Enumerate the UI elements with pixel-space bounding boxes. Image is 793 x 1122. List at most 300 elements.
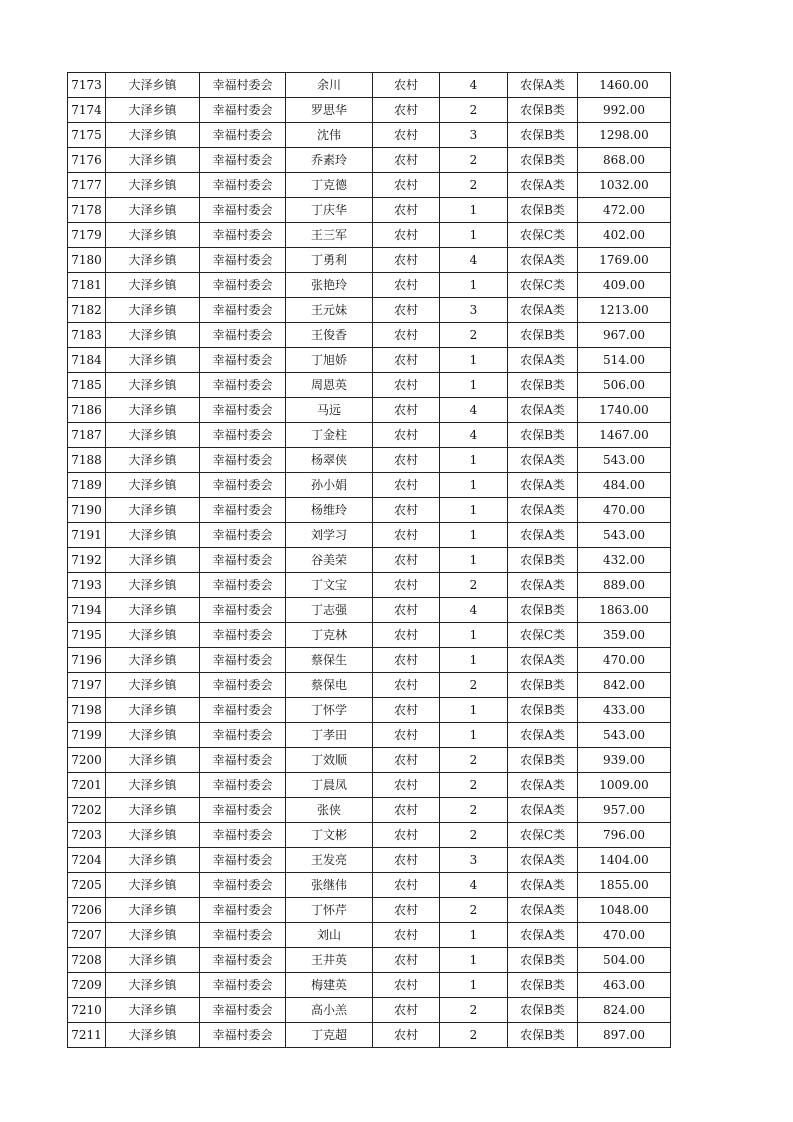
village-committee-cell: 幸福村委会	[200, 198, 286, 223]
township-cell: 大泽乡镇	[106, 773, 200, 798]
name-cell: 丁克德	[286, 173, 373, 198]
name-cell: 蔡保生	[286, 648, 373, 673]
village-committee-cell: 幸福村委会	[200, 273, 286, 298]
township-cell: 大泽乡镇	[106, 798, 200, 823]
table-row	[68, 823, 671, 848]
table-row	[68, 148, 671, 173]
insurance-category-cell: 农保B类	[508, 998, 578, 1023]
member-count-cell: 1	[440, 223, 508, 248]
township-cell: 大泽乡镇	[106, 998, 200, 1023]
household-type-cell: 农村	[373, 598, 440, 623]
township-cell: 大泽乡镇	[106, 873, 200, 898]
member-count-cell: 3	[440, 848, 508, 873]
village-committee-cell: 幸福村委会	[200, 673, 286, 698]
household-type-cell: 农村	[373, 848, 440, 873]
member-count-cell: 2	[440, 823, 508, 848]
row-number-cell: 7197	[68, 673, 106, 698]
row-number-cell: 7195	[68, 623, 106, 648]
insurance-category-cell: 农保A类	[508, 873, 578, 898]
village-committee-cell: 幸福村委会	[200, 1023, 286, 1048]
household-type-cell: 农村	[373, 623, 440, 648]
village-committee-cell: 幸福村委会	[200, 923, 286, 948]
household-type-cell: 农村	[373, 473, 440, 498]
member-count-cell: 1	[440, 373, 508, 398]
township-cell: 大泽乡镇	[106, 198, 200, 223]
row-number-cell: 7175	[68, 123, 106, 148]
household-type-cell: 农村	[373, 273, 440, 298]
table-row	[68, 573, 671, 598]
household-type-cell: 农村	[373, 423, 440, 448]
amount-cell: 1048.00	[578, 898, 671, 923]
row-number-cell: 7205	[68, 873, 106, 898]
row-number-cell: 7178	[68, 198, 106, 223]
member-count-cell: 2	[440, 773, 508, 798]
row-number-cell: 7181	[68, 273, 106, 298]
name-cell: 丁文宝	[286, 573, 373, 598]
township-cell: 大泽乡镇	[106, 373, 200, 398]
member-count-cell: 2	[440, 98, 508, 123]
name-cell: 杨维玲	[286, 498, 373, 523]
amount-cell: 1032.00	[578, 173, 671, 198]
household-type-cell: 农村	[373, 648, 440, 673]
village-committee-cell: 幸福村委会	[200, 348, 286, 373]
name-cell: 王发亮	[286, 848, 373, 873]
household-type-cell: 农村	[373, 548, 440, 573]
row-number-cell: 7201	[68, 773, 106, 798]
table-row	[68, 73, 671, 98]
name-cell: 丁旭娇	[286, 348, 373, 373]
row-number-cell: 7209	[68, 973, 106, 998]
member-count-cell: 4	[440, 598, 508, 623]
member-count-cell: 1	[440, 523, 508, 548]
table-row	[68, 473, 671, 498]
household-type-cell: 农村	[373, 323, 440, 348]
insurance-category-cell: 农保A类	[508, 298, 578, 323]
township-cell: 大泽乡镇	[106, 73, 200, 98]
name-cell: 丁文彬	[286, 823, 373, 848]
village-committee-cell: 幸福村委会	[200, 523, 286, 548]
township-cell: 大泽乡镇	[106, 698, 200, 723]
insurance-category-cell: 农保C类	[508, 223, 578, 248]
insurance-category-cell: 农保B类	[508, 748, 578, 773]
row-number-cell: 7208	[68, 948, 106, 973]
amount-cell: 868.00	[578, 148, 671, 173]
name-cell: 张艳玲	[286, 273, 373, 298]
amount-cell: 1404.00	[578, 848, 671, 873]
household-type-cell: 农村	[373, 673, 440, 698]
member-count-cell: 1	[440, 498, 508, 523]
household-type-cell: 农村	[373, 523, 440, 548]
amount-cell: 402.00	[578, 223, 671, 248]
household-type-cell: 农村	[373, 948, 440, 973]
name-cell: 丁金柱	[286, 423, 373, 448]
amount-cell: 842.00	[578, 673, 671, 698]
table-row	[68, 323, 671, 348]
amount-cell: 409.00	[578, 273, 671, 298]
village-committee-cell: 幸福村委会	[200, 948, 286, 973]
name-cell: 王三军	[286, 223, 373, 248]
village-committee-cell: 幸福村委会	[200, 798, 286, 823]
village-committee-cell: 幸福村委会	[200, 998, 286, 1023]
household-type-cell: 农村	[373, 198, 440, 223]
household-type-cell: 农村	[373, 573, 440, 598]
insurance-category-cell: 农保B类	[508, 948, 578, 973]
village-committee-cell: 幸福村委会	[200, 223, 286, 248]
member-count-cell: 1	[440, 448, 508, 473]
township-cell: 大泽乡镇	[106, 348, 200, 373]
member-count-cell: 2	[440, 148, 508, 173]
member-count-cell: 1	[440, 698, 508, 723]
amount-cell: 897.00	[578, 1023, 671, 1048]
amount-cell: 1855.00	[578, 873, 671, 898]
table-row	[68, 748, 671, 773]
name-cell: 张继伟	[286, 873, 373, 898]
village-committee-cell: 幸福村委会	[200, 898, 286, 923]
member-count-cell: 4	[440, 248, 508, 273]
township-cell: 大泽乡镇	[106, 948, 200, 973]
row-number-cell: 7192	[68, 548, 106, 573]
row-number-cell: 7191	[68, 523, 106, 548]
name-cell: 丁克林	[286, 623, 373, 648]
household-type-cell: 农村	[373, 773, 440, 798]
row-number-cell: 7176	[68, 148, 106, 173]
table-row	[68, 398, 671, 423]
village-committee-cell: 幸福村委会	[200, 773, 286, 798]
name-cell: 丁怀学	[286, 698, 373, 723]
household-type-cell: 农村	[373, 798, 440, 823]
household-type-cell: 农村	[373, 723, 440, 748]
household-type-cell: 农村	[373, 1023, 440, 1048]
row-number-cell: 7194	[68, 598, 106, 623]
village-committee-cell: 幸福村委会	[200, 648, 286, 673]
township-cell: 大泽乡镇	[106, 648, 200, 673]
table-body	[68, 73, 671, 1048]
row-number-cell: 7183	[68, 323, 106, 348]
table-row	[68, 623, 671, 648]
name-cell: 丁怀芹	[286, 898, 373, 923]
insurance-category-cell: 农保A类	[508, 648, 578, 673]
member-count-cell: 1	[440, 648, 508, 673]
household-type-cell: 农村	[373, 98, 440, 123]
name-cell: 马远	[286, 398, 373, 423]
table-row	[68, 923, 671, 948]
township-cell: 大泽乡镇	[106, 498, 200, 523]
township-cell: 大泽乡镇	[106, 923, 200, 948]
table-row	[68, 448, 671, 473]
village-committee-cell: 幸福村委会	[200, 848, 286, 873]
name-cell: 丁勇利	[286, 248, 373, 273]
village-committee-cell: 幸福村委会	[200, 73, 286, 98]
township-cell: 大泽乡镇	[106, 448, 200, 473]
insurance-category-cell: 农保A类	[508, 898, 578, 923]
row-number-cell: 7174	[68, 98, 106, 123]
insurance-category-cell: 农保A类	[508, 448, 578, 473]
village-committee-cell: 幸福村委会	[200, 598, 286, 623]
name-cell: 王俊香	[286, 323, 373, 348]
household-type-cell: 农村	[373, 348, 440, 373]
household-type-cell: 农村	[373, 698, 440, 723]
amount-cell: 470.00	[578, 498, 671, 523]
amount-cell: 1467.00	[578, 423, 671, 448]
table-row	[68, 773, 671, 798]
household-type-cell: 农村	[373, 498, 440, 523]
township-cell: 大泽乡镇	[106, 98, 200, 123]
insurance-category-cell: 农保B类	[508, 548, 578, 573]
name-cell: 孙小娟	[286, 473, 373, 498]
insurance-category-cell: 农保A类	[508, 398, 578, 423]
table-row	[68, 998, 671, 1023]
insurance-category-cell: 农保B类	[508, 323, 578, 348]
township-cell: 大泽乡镇	[106, 1023, 200, 1048]
table-row	[68, 848, 671, 873]
insurance-category-cell: 农保A类	[508, 173, 578, 198]
member-count-cell: 3	[440, 123, 508, 148]
amount-cell: 796.00	[578, 823, 671, 848]
name-cell: 丁孝田	[286, 723, 373, 748]
village-committee-cell: 幸福村委会	[200, 873, 286, 898]
row-number-cell: 7190	[68, 498, 106, 523]
village-committee-cell: 幸福村委会	[200, 148, 286, 173]
amount-cell: 433.00	[578, 698, 671, 723]
row-number-cell: 7185	[68, 373, 106, 398]
amount-cell: 470.00	[578, 648, 671, 673]
member-count-cell: 1	[440, 973, 508, 998]
amount-cell: 543.00	[578, 448, 671, 473]
name-cell: 周恩英	[286, 373, 373, 398]
row-number-cell: 7207	[68, 923, 106, 948]
insurance-category-cell: 农保B类	[508, 148, 578, 173]
member-count-cell: 2	[440, 673, 508, 698]
village-committee-cell: 幸福村委会	[200, 248, 286, 273]
insurance-category-cell: 农保B类	[508, 673, 578, 698]
household-type-cell: 农村	[373, 373, 440, 398]
township-cell: 大泽乡镇	[106, 673, 200, 698]
table-row	[68, 248, 671, 273]
amount-cell: 484.00	[578, 473, 671, 498]
insurance-category-cell: 农保B类	[508, 98, 578, 123]
row-number-cell: 7188	[68, 448, 106, 473]
amount-cell: 1863.00	[578, 598, 671, 623]
name-cell: 刘学习	[286, 523, 373, 548]
table-row	[68, 348, 671, 373]
row-number-cell: 7187	[68, 423, 106, 448]
insurance-category-cell: 农保B类	[508, 698, 578, 723]
member-count-cell: 3	[440, 298, 508, 323]
member-count-cell: 2	[440, 998, 508, 1023]
table-row	[68, 173, 671, 198]
name-cell: 丁效顺	[286, 748, 373, 773]
household-type-cell: 农村	[373, 923, 440, 948]
township-cell: 大泽乡镇	[106, 323, 200, 348]
amount-cell: 889.00	[578, 573, 671, 598]
member-count-cell: 2	[440, 323, 508, 348]
member-count-cell: 2	[440, 173, 508, 198]
township-cell: 大泽乡镇	[106, 723, 200, 748]
township-cell: 大泽乡镇	[106, 973, 200, 998]
row-number-cell: 7199	[68, 723, 106, 748]
member-count-cell: 2	[440, 748, 508, 773]
table-row	[68, 648, 671, 673]
row-number-cell: 7206	[68, 898, 106, 923]
name-cell: 沈伟	[286, 123, 373, 148]
amount-cell: 1298.00	[578, 123, 671, 148]
table-row	[68, 798, 671, 823]
row-number-cell: 7210	[68, 998, 106, 1023]
insurance-category-cell: 农保A类	[508, 73, 578, 98]
insurance-category-cell: 农保A类	[508, 348, 578, 373]
row-number-cell: 7193	[68, 573, 106, 598]
table-row	[68, 598, 671, 623]
township-cell: 大泽乡镇	[106, 573, 200, 598]
village-committee-cell: 幸福村委会	[200, 573, 286, 598]
row-number-cell: 7196	[68, 648, 106, 673]
member-count-cell: 1	[440, 348, 508, 373]
household-type-cell: 农村	[373, 998, 440, 1023]
township-cell: 大泽乡镇	[106, 248, 200, 273]
table-row	[68, 948, 671, 973]
village-committee-cell: 幸福村委会	[200, 723, 286, 748]
member-count-cell: 1	[440, 923, 508, 948]
amount-cell: 543.00	[578, 723, 671, 748]
township-cell: 大泽乡镇	[106, 173, 200, 198]
member-count-cell: 4	[440, 873, 508, 898]
insurance-category-cell: 农保B类	[508, 598, 578, 623]
insurance-category-cell: 农保B类	[508, 373, 578, 398]
table-row	[68, 198, 671, 223]
township-cell: 大泽乡镇	[106, 148, 200, 173]
village-committee-cell: 幸福村委会	[200, 98, 286, 123]
township-cell: 大泽乡镇	[106, 398, 200, 423]
amount-cell: 506.00	[578, 373, 671, 398]
row-number-cell: 7202	[68, 798, 106, 823]
township-cell: 大泽乡镇	[106, 298, 200, 323]
township-cell: 大泽乡镇	[106, 423, 200, 448]
member-count-cell: 1	[440, 948, 508, 973]
amount-cell: 1009.00	[578, 773, 671, 798]
name-cell: 丁晨凤	[286, 773, 373, 798]
insurance-category-cell: 农保B类	[508, 123, 578, 148]
village-committee-cell: 幸福村委会	[200, 698, 286, 723]
insurance-category-cell: 农保A类	[508, 923, 578, 948]
amount-cell: 967.00	[578, 323, 671, 348]
name-cell: 梅建英	[286, 973, 373, 998]
name-cell: 罗思华	[286, 98, 373, 123]
village-committee-cell: 幸福村委会	[200, 448, 286, 473]
name-cell: 谷美荣	[286, 548, 373, 573]
household-type-cell: 农村	[373, 248, 440, 273]
household-type-cell: 农村	[373, 123, 440, 148]
member-count-cell: 1	[440, 723, 508, 748]
row-number-cell: 7186	[68, 398, 106, 423]
village-committee-cell: 幸福村委会	[200, 298, 286, 323]
name-cell: 王井英	[286, 948, 373, 973]
insurance-category-cell: 农保A类	[508, 248, 578, 273]
amount-cell: 470.00	[578, 923, 671, 948]
village-committee-cell: 幸福村委会	[200, 173, 286, 198]
member-count-cell: 2	[440, 798, 508, 823]
township-cell: 大泽乡镇	[106, 598, 200, 623]
table-row	[68, 1023, 671, 1048]
insurance-category-cell: 农保A类	[508, 723, 578, 748]
row-number-cell: 7180	[68, 248, 106, 273]
amount-cell: 504.00	[578, 948, 671, 973]
member-count-cell: 1	[440, 198, 508, 223]
table-row	[68, 98, 671, 123]
table-row	[68, 373, 671, 398]
table-row	[68, 498, 671, 523]
name-cell: 刘山	[286, 923, 373, 948]
member-count-cell: 1	[440, 548, 508, 573]
village-committee-cell: 幸福村委会	[200, 323, 286, 348]
household-type-cell: 农村	[373, 898, 440, 923]
member-count-cell: 2	[440, 573, 508, 598]
row-number-cell: 7203	[68, 823, 106, 848]
household-type-cell: 农村	[373, 223, 440, 248]
insurance-category-cell: 农保A类	[508, 573, 578, 598]
amount-cell: 543.00	[578, 523, 671, 548]
member-count-cell: 1	[440, 473, 508, 498]
township-cell: 大泽乡镇	[106, 548, 200, 573]
row-number-cell: 7177	[68, 173, 106, 198]
household-type-cell: 农村	[373, 973, 440, 998]
village-committee-cell: 幸福村委会	[200, 973, 286, 998]
township-cell: 大泽乡镇	[106, 123, 200, 148]
township-cell: 大泽乡镇	[106, 848, 200, 873]
insurance-category-cell: 农保A类	[508, 773, 578, 798]
amount-cell: 1460.00	[578, 73, 671, 98]
table-row	[68, 673, 671, 698]
amount-cell: 472.00	[578, 198, 671, 223]
amount-cell: 1740.00	[578, 398, 671, 423]
member-count-cell: 4	[440, 73, 508, 98]
member-count-cell: 2	[440, 898, 508, 923]
amount-cell: 992.00	[578, 98, 671, 123]
name-cell: 高小羔	[286, 998, 373, 1023]
amount-cell: 939.00	[578, 748, 671, 773]
township-cell: 大泽乡镇	[106, 823, 200, 848]
insurance-category-cell: 农保B类	[508, 423, 578, 448]
village-committee-cell: 幸福村委会	[200, 498, 286, 523]
insurance-category-cell: 农保A类	[508, 498, 578, 523]
village-committee-cell: 幸福村委会	[200, 623, 286, 648]
table-row	[68, 973, 671, 998]
table-row	[68, 723, 671, 748]
name-cell: 丁志强	[286, 598, 373, 623]
insurance-category-cell: 农保A类	[508, 523, 578, 548]
amount-cell: 463.00	[578, 973, 671, 998]
village-committee-cell: 幸福村委会	[200, 748, 286, 773]
amount-cell: 359.00	[578, 623, 671, 648]
member-count-cell: 1	[440, 273, 508, 298]
amount-cell: 514.00	[578, 348, 671, 373]
insurance-category-cell: 农保B类	[508, 198, 578, 223]
table-row	[68, 298, 671, 323]
village-committee-cell: 幸福村委会	[200, 373, 286, 398]
table-row	[68, 223, 671, 248]
household-type-cell: 农村	[373, 398, 440, 423]
row-number-cell: 7179	[68, 223, 106, 248]
insurance-category-cell: 农保B类	[508, 973, 578, 998]
table-row	[68, 873, 671, 898]
insurance-category-cell: 农保B类	[508, 1023, 578, 1048]
insurance-category-cell: 农保A类	[508, 473, 578, 498]
amount-cell: 1769.00	[578, 248, 671, 273]
insurance-category-cell: 农保A类	[508, 798, 578, 823]
insurance-category-cell: 农保C类	[508, 823, 578, 848]
name-cell: 丁庆华	[286, 198, 373, 223]
row-number-cell: 7173	[68, 73, 106, 98]
table-row	[68, 423, 671, 448]
